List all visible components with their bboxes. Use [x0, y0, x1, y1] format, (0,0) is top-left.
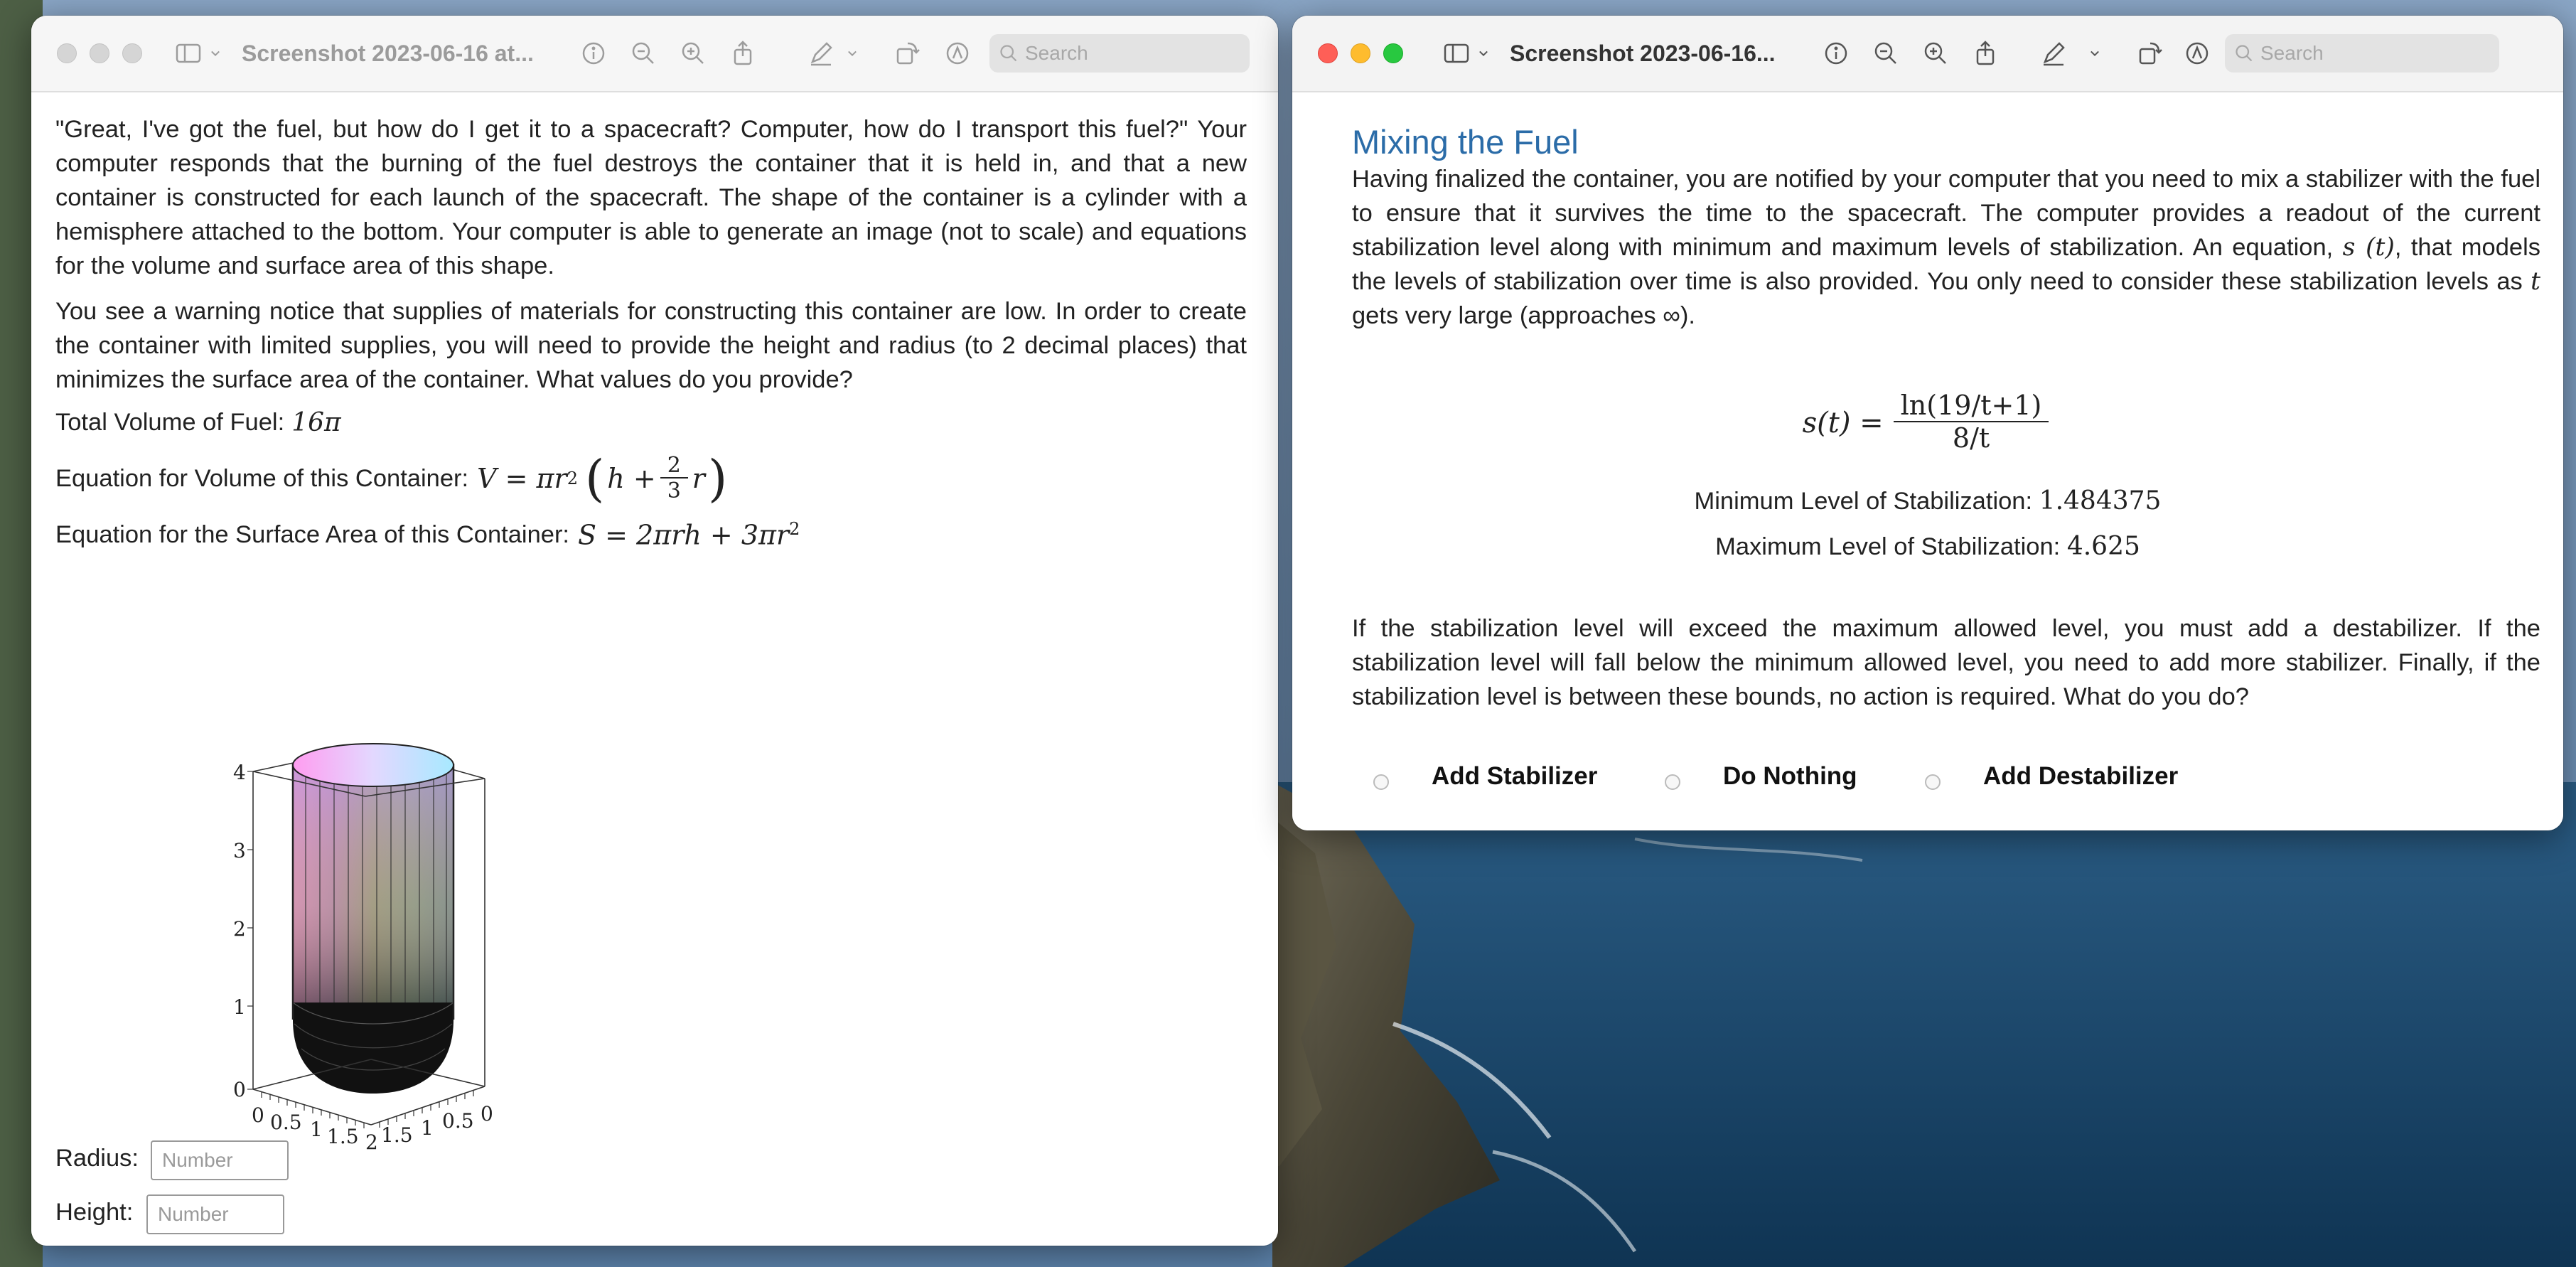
y-tick-1.5: 1.5	[381, 1123, 413, 1147]
search-placeholder: Search	[1025, 42, 1088, 64]
search-field[interactable]	[989, 34, 1250, 73]
y-tick-0: 0	[481, 1102, 493, 1126]
window-controls	[1318, 43, 1403, 63]
max-stabilization-line	[1292, 532, 2563, 561]
rotate-icon[interactable]	[890, 36, 925, 71]
document-view	[31, 92, 1278, 1246]
share-icon[interactable]	[1968, 36, 2003, 71]
sidebar-toggle-icon[interactable]	[1439, 36, 1474, 71]
volume-equation-label: Equation for Volume of this Container:	[55, 464, 469, 492]
zoom-out-icon[interactable]	[1868, 36, 1904, 71]
cylinder-top	[293, 744, 454, 786]
preview-window-left	[31, 16, 1278, 1246]
section-heading: Mixing the Fuel	[1352, 123, 1579, 161]
x-tick-0: 0	[252, 1103, 264, 1127]
paragraph-warning: You see a warning notice that supplies of materials for constructing this container are low. In order to create the container with limited supplies, you will need to provide the height and radius (to 2 decimal places) that minimizes the surface area of the container. What values do you provide?	[55, 298, 1247, 393]
info-icon[interactable]	[1818, 36, 1854, 71]
preview-window-right	[1292, 16, 2563, 830]
radio-add-destabilizer[interactable]	[1925, 774, 1941, 790]
option-label-do-nothing[interactable]: Do Nothing	[1723, 762, 1857, 790]
window-title: Screenshot 2023-06-16 at...	[242, 40, 534, 66]
option-add-destabilizer[interactable]	[1925, 762, 2178, 791]
y-tick-0.5: 0.5	[442, 1109, 474, 1133]
info-icon[interactable]	[576, 36, 611, 71]
total-volume-label: Total Volume of Fuel:	[55, 409, 285, 436]
z-tick-3: 3	[233, 839, 246, 862]
max-stabilization-label: Maximum Level of Stabilization:	[1715, 533, 2061, 560]
total-volume-line	[55, 408, 341, 437]
paragraph-intro: "Great, I've got the fuel, but how do I get it to a spacecraft? Computer, how do I transport this fuel?" Your computer responds that the burning of the fuel destroys the container that it is held in, and that a new container is constructed for each launch of the spacecraft. The shape of the container is a cylinder with a hemisphere attached to the bottom. Your computer is able to generate an image (not to scale) and equations for the volume and surface area of this shape.	[55, 116, 1247, 279]
z-tick-2: 2	[233, 917, 246, 941]
min-stabilization-value: 1.484375	[2039, 486, 2162, 515]
zoom-in-icon[interactable]	[675, 36, 711, 71]
annotate-icon[interactable]	[2179, 36, 2215, 71]
y-tick-2: 2	[365, 1130, 378, 1154]
rotate-icon[interactable]	[2132, 36, 2168, 71]
search-icon	[998, 43, 1019, 64]
inline-equation-s-t: s (t)	[2342, 233, 2395, 262]
y-tick-1: 1	[421, 1116, 434, 1140]
formula-lhs: s(t) =	[1802, 406, 1884, 439]
sidebar-toggle-icon[interactable]	[171, 36, 206, 71]
container-3d-plot	[188, 647, 529, 1159]
minimize-button[interactable]	[90, 43, 109, 63]
height-input[interactable]	[146, 1194, 284, 1234]
volume-equation: V = πr 2 ( h + $\frac{2}{3}$ r )	[477, 449, 728, 508]
min-stabilization-label: Minimum Level of Stabilization:	[1694, 488, 2033, 515]
window-controls	[57, 43, 142, 63]
surface-equation-line	[55, 519, 800, 551]
annotate-icon[interactable]	[940, 36, 975, 71]
search-field[interactable]	[2225, 34, 2499, 73]
z-tick-1: 1	[233, 995, 246, 1019]
z-tick-4: 4	[233, 761, 246, 784]
close-button[interactable]	[57, 43, 77, 63]
x-tick-0.5: 0.5	[270, 1111, 302, 1134]
stabilization-formula	[1292, 391, 2563, 454]
toolbar	[1292, 16, 2563, 92]
min-stabilization-line	[1292, 486, 2563, 515]
x-tick-1: 1	[310, 1118, 323, 1141]
radius-input[interactable]	[151, 1140, 289, 1180]
chevron-down-icon[interactable]	[206, 36, 225, 71]
markup-pen-icon[interactable]	[2036, 36, 2071, 71]
max-stabilization-value: 4.625	[2066, 532, 2140, 561]
toolbar	[31, 16, 1278, 92]
total-volume-value: 16π	[291, 408, 341, 437]
radio-add-stabilizer[interactable]	[1373, 774, 1389, 790]
search-icon	[2233, 43, 2255, 64]
radius-label: Radius:	[55, 1145, 139, 1172]
zoom-button[interactable]	[122, 43, 142, 63]
height-label: Height:	[55, 1199, 134, 1226]
zoom-button[interactable]	[1383, 43, 1403, 63]
document-view	[1292, 92, 2563, 830]
volume-equation-line	[55, 447, 727, 510]
close-button[interactable]	[1318, 43, 1338, 63]
paragraph-intro: Having finalized the container, you are notified by your computer that you need to mix a stabilizer with the fuel to ensure that it survives the time to the spacecraft. The computer provides a readout of the current stabilization level along with minimum and maximum levels of stabilization. An equation, s (t), that models the levels of stabilization over time is also provided. You only need to consider these stabilization levels as t gets very large (approaches ∞).	[1352, 166, 2540, 329]
z-tick-0: 0	[233, 1078, 246, 1101]
option-add-stabilizer[interactable]	[1373, 762, 1597, 791]
formula-denominator: 8/t	[1952, 422, 1990, 454]
chevron-down-icon[interactable]	[2086, 36, 2104, 71]
share-icon[interactable]	[725, 36, 761, 71]
zoom-in-icon[interactable]	[1918, 36, 1953, 71]
x-tick-1.5: 1.5	[327, 1125, 359, 1148]
search-placeholder: Search	[2260, 42, 2324, 64]
surface-equation-label: Equation for the Surface Area of this Container:	[55, 520, 570, 548]
option-label-add-stabilizer[interactable]: Add Stabilizer	[1432, 762, 1598, 790]
radio-do-nothing[interactable]	[1665, 774, 1680, 790]
chevron-down-icon[interactable]	[1474, 36, 1493, 71]
option-do-nothing[interactable]	[1665, 762, 1857, 791]
formula-numerator: ln(19/t+1)	[1894, 391, 2049, 422]
option-label-add-destabilizer[interactable]: Add Destabilizer	[1983, 762, 2179, 790]
window-title: Screenshot 2023-06-16...	[1510, 40, 1776, 66]
paragraph-question: If the stabilization level will exceed the maximum allowed level, you must add a destabilizer. If the stabilization level will fall below the minimum allowed level, you need to add more stabilizer. Finally, if the stabilization level is between these bounds, no action is required. What do you do?	[1352, 615, 2540, 710]
markup-pen-icon[interactable]	[803, 36, 839, 71]
surface-equation: $S = 2\pi rh + 3\pi r^2$	[578, 519, 800, 551]
minimize-button[interactable]	[1351, 43, 1370, 63]
zoom-out-icon[interactable]	[626, 36, 661, 71]
chevron-down-icon[interactable]	[843, 36, 862, 71]
inline-variable-t: t	[2531, 267, 2540, 296]
